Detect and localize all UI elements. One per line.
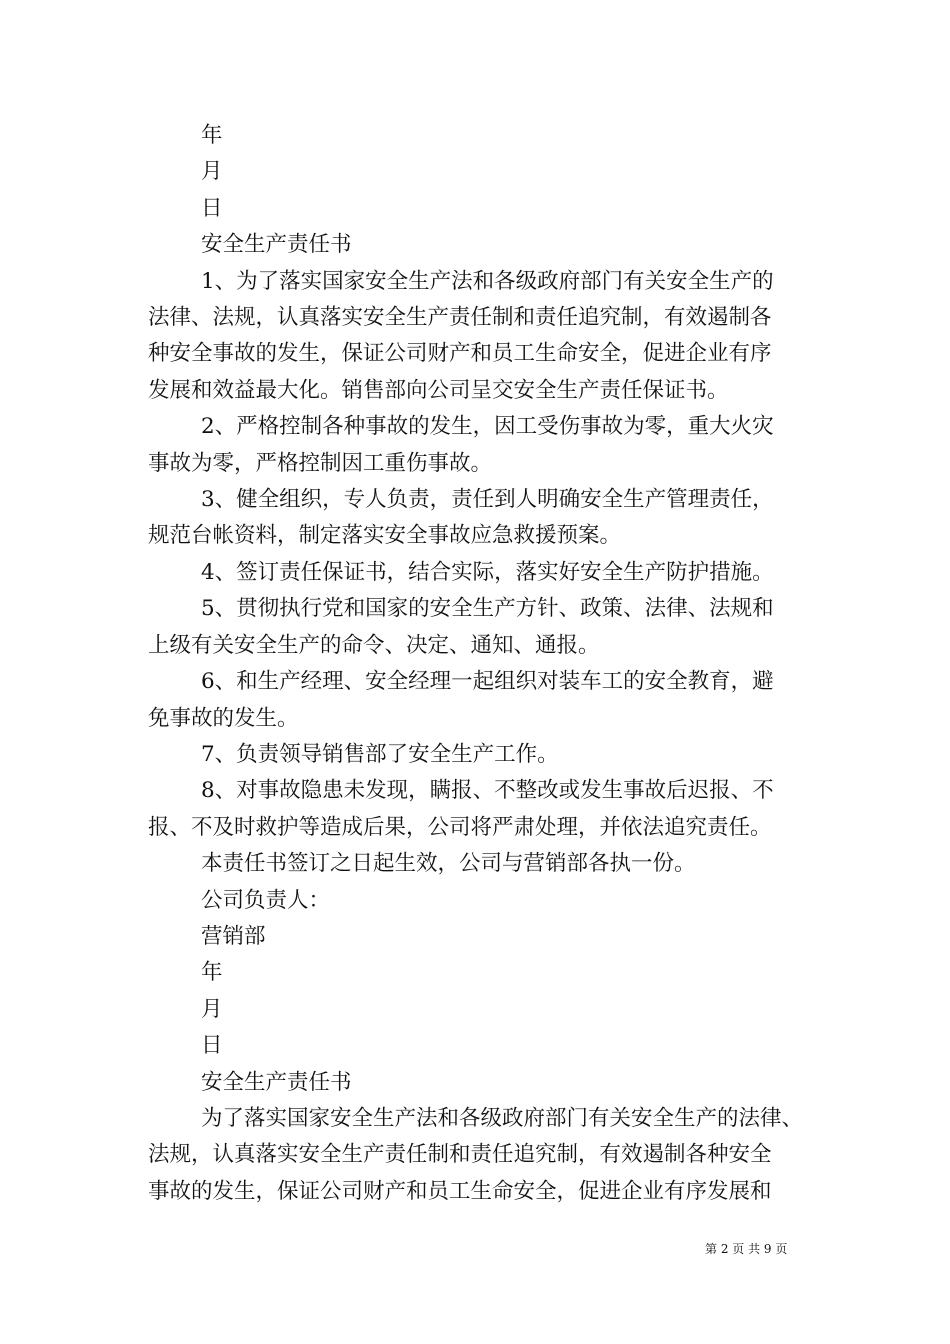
text-line: 安全生产责任书 (201, 232, 352, 258)
text-line: 免事故的发生。 (148, 705, 299, 731)
text-line: 8、对事故隐患未发现，瞒报、不整改或发生事故后迟报、不 (201, 778, 774, 804)
text-line: 6、和生产经理、安全经理一起组织对装车工的安全教育，避 (201, 669, 774, 695)
text-line: 7、负责领导销售部了安全生产工作。 (201, 741, 559, 767)
text-line: 月 (201, 996, 223, 1022)
text-line: 事故的发生，保证公司财产和员工生命安全，促进企业有序发展和 (148, 1178, 772, 1204)
text-line: 营销部 (201, 923, 266, 949)
text-line: 5、贯彻执行党和国家的安全生产方针、政策、法律、法规和 (201, 596, 774, 622)
page-number-footer: 第 2 页 共 9 页 (705, 1242, 788, 1256)
text-line: 年 (201, 123, 223, 148)
text-line: 日 (201, 1033, 223, 1059)
text-line: 1、为了落实国家安全生产法和各级政府部门有关安全生产的 (201, 268, 774, 294)
text-line: 法规，认真落实安全生产责任制和责任追究制，有效遏制各种安全 (148, 1142, 772, 1168)
text-line: 为了落实国家安全生产法和各级政府部门有关安全生产的法律、 (201, 1105, 804, 1131)
text-line: 种安全事故的发生，保证公司财产和员工生命安全，促进企业有序 (148, 341, 772, 367)
text-line: 3、健全组织，专人负责，责任到人明确安全生产管理责任， (201, 487, 774, 513)
text-line: 年 (201, 960, 223, 986)
text-line: 发展和效益最大化。销售部向公司呈交安全生产责任保证书。 (148, 377, 729, 403)
text-line: 日 (201, 195, 223, 221)
text-line: 报、不及时救护等造成后果，公司将严肃处理，并依法追究责任。 (148, 814, 772, 840)
text-line: 安全生产责任书 (201, 1069, 352, 1095)
document-body (148, 118, 808, 1210)
text-line: 月 (201, 159, 223, 185)
text-line: 4、签订责任保证书，结合实际，落实好安全生产防护措施。 (201, 559, 774, 585)
text-line: 本责任书签订之日起生效，公司与营销部各执一份。 (201, 851, 696, 877)
text-line: 法律、法规，认真落实安全生产责任制和责任追究制，有效遏制各 (148, 305, 772, 331)
text-line: 2、严格控制各种事故的发生，因工受伤事故为零，重大火灾 (201, 414, 774, 440)
text-line: 公司负责人： (201, 887, 331, 913)
text-line: 上级有关安全生产的命令、决定、通知、通报。 (148, 632, 600, 658)
text-line: 规范台帐资料，制定落实安全事故应急救援预案。 (148, 523, 622, 549)
text-line: 事故为零，严格控制因工重伤事故。 (148, 450, 493, 476)
